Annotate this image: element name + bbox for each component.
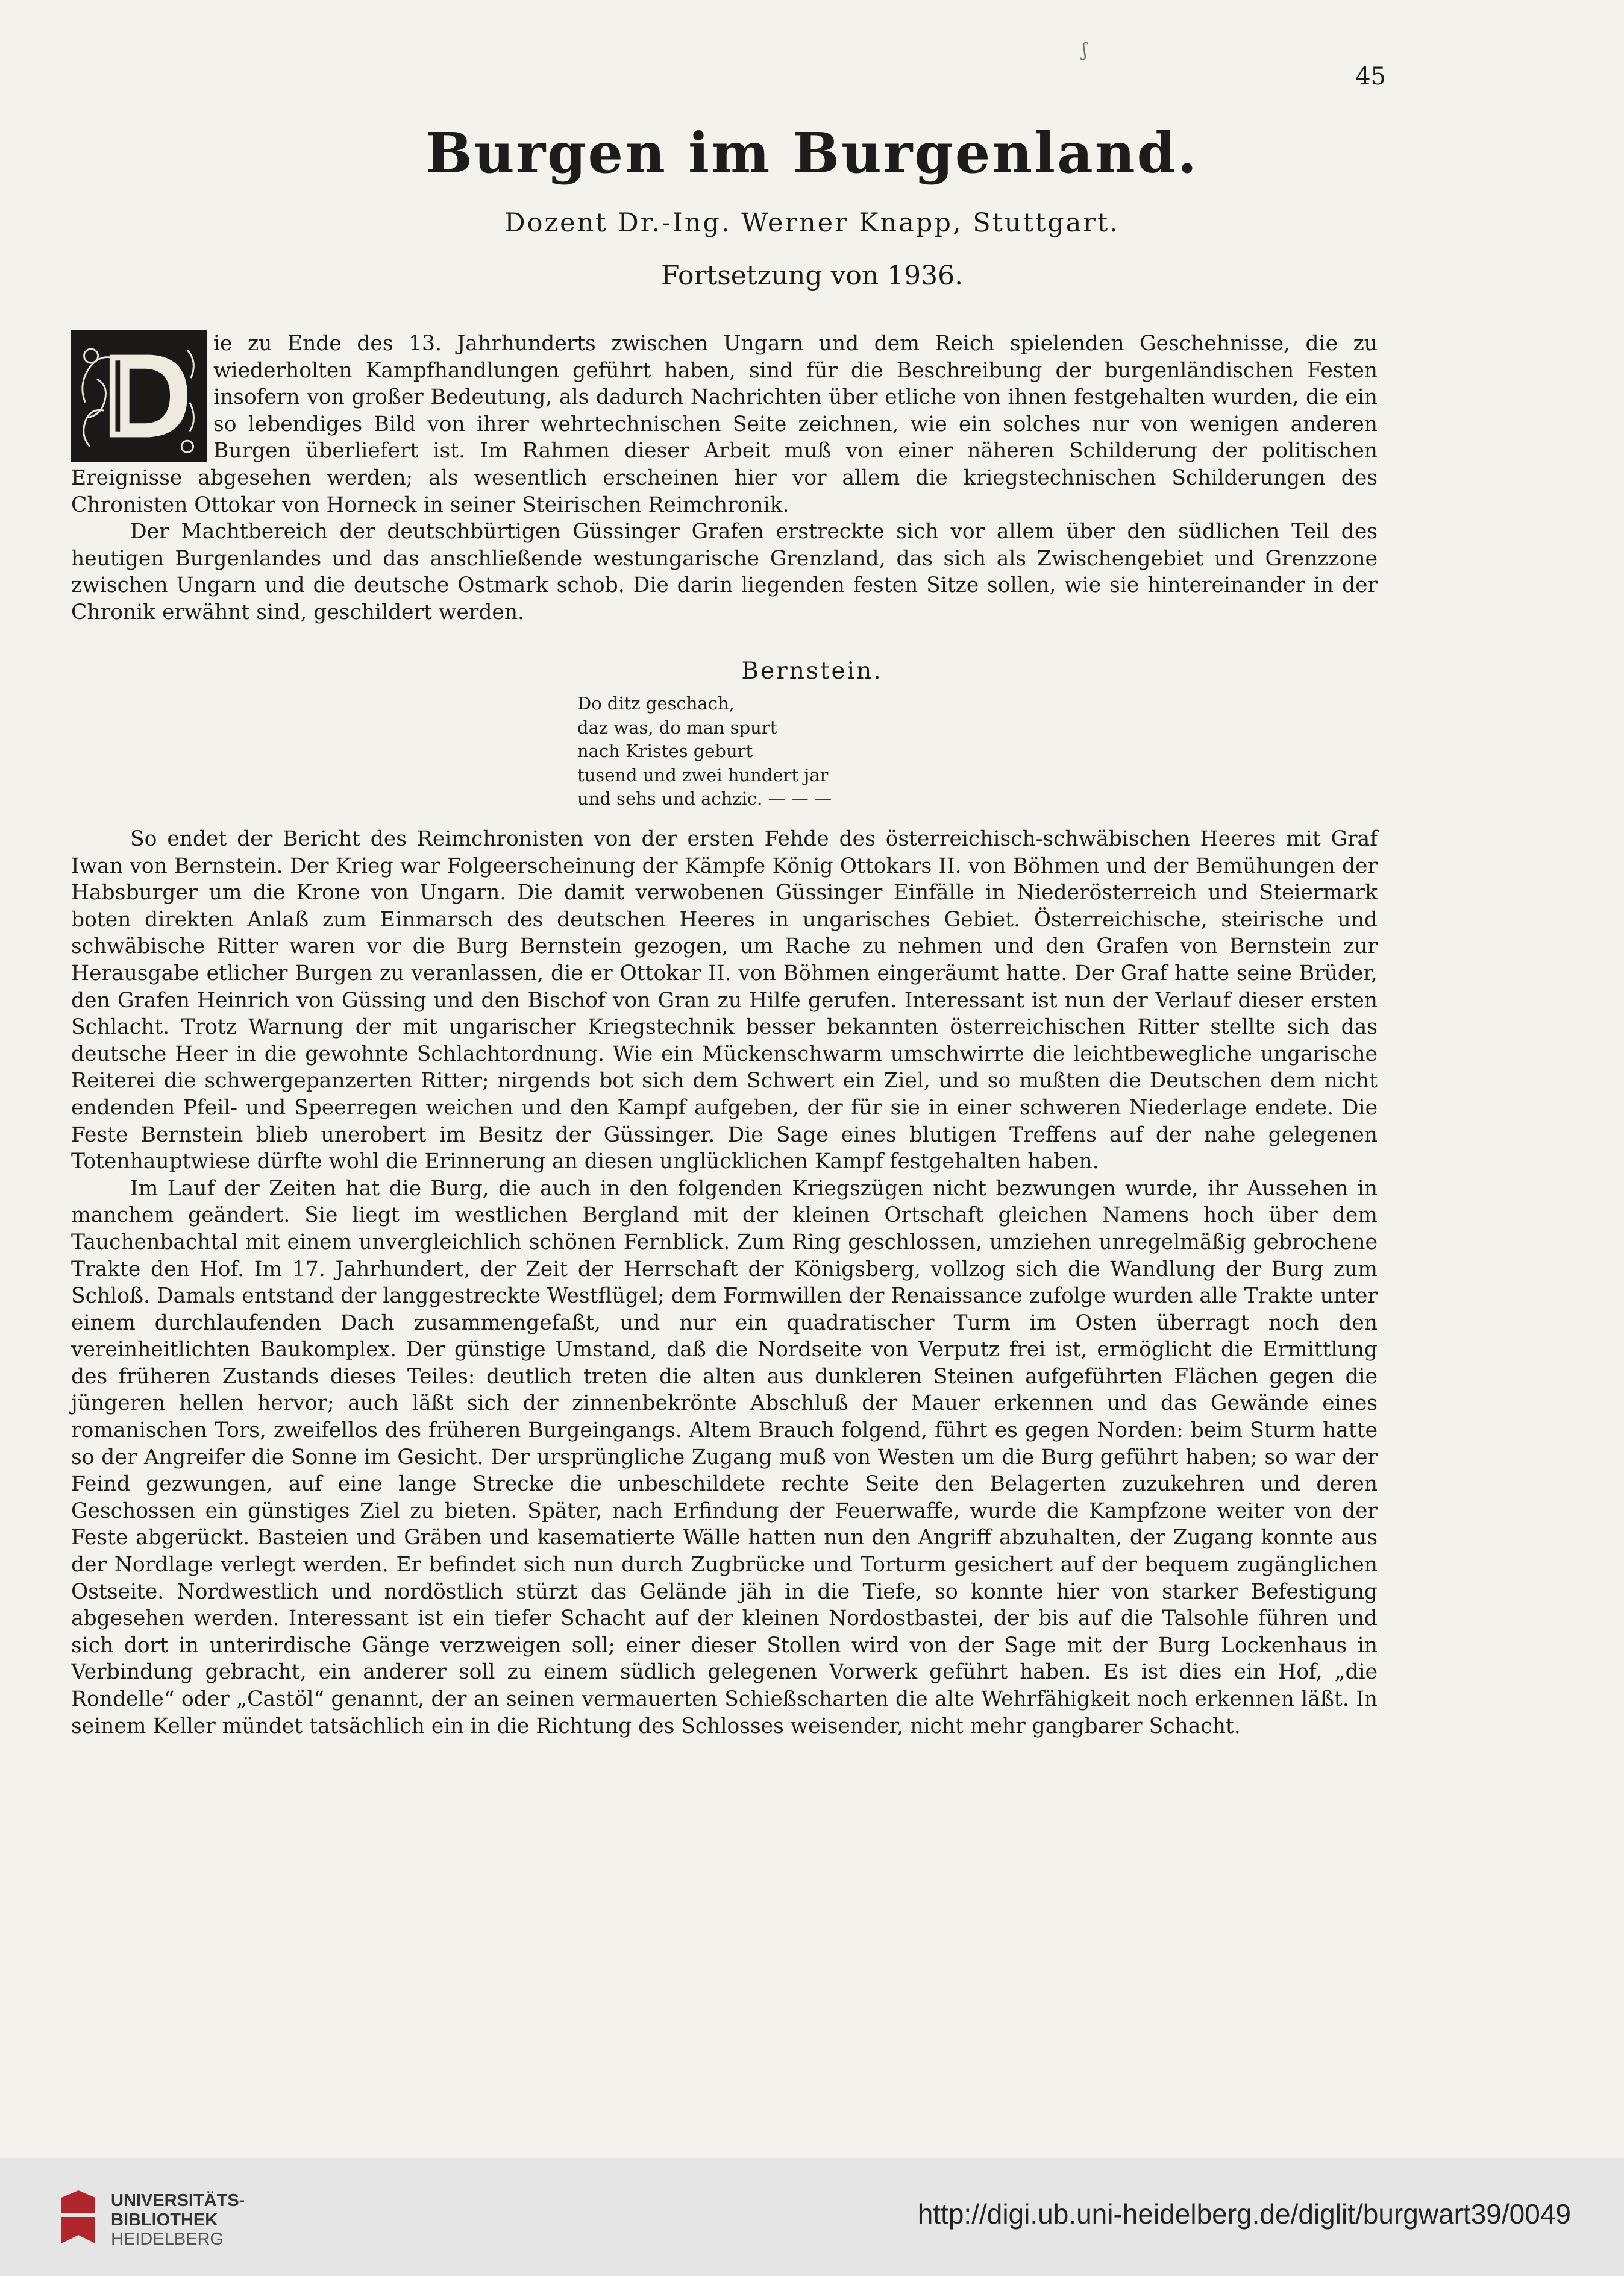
intro-text [71,330,1378,626]
poem-line: nach Kristes geburt [577,741,753,761]
university-library-logo-icon[interactable] [58,2189,99,2245]
poem-quote [577,692,832,811]
poem-line: tusend und zwei hundert jar [577,764,829,785]
poem-line: Do ditz geschach, [577,693,735,714]
paragraph-2: Im Lauf der Zeiten hat die Burg, die auch in den folgenden Kriegszügen nicht bezwungen wurde, ihr Aussehen in manchem geändert. Sie liegt im westlichen Bergland mit der kleinen Ortschaft gleichen Namens hoch über dem Tauchenbachtal mit einem unvergleichlich schönen Fernblick. Zum Ring geschlossen, umziehen unregelmäßig gebrochene Trakte den Hof. Im 17. Jahrhundert, der Zeit der Herrschaft der Königsberg, vollzog sich die Wandlung der Burg zum Schloß. Damals entstand der langgestreckte Westflügel; dem Formwillen der Renaissance zufolge wurden alle Trakte unter einem durchlaufenden Dach zusammengefaßt, und nur ein quadratischer Turm im Osten überragt noch den vereinheitlichten Baukomplex. Der günstige Umstand, daß die Nordseite von Verputz frei ist, ermöglicht die Ermittlung des früheren Zustands dieses Teiles: deutlich treten die alten aus dunkleren Steinen aufgeführten Flächen gegen die jüngeren hellen hervor; auch läßt sich der zinnenbekrönte Abschluß der Mauer erkennen und das Gewände eines romanischen Tors, zweifellos des früheren Burgeingangs. Altem Brauch folgend, führt es gegen Norden: beim Sturm hatte so der Angreifer die Sonne im Gesicht. Der ursprüngliche Zugang muß von Westen um die Burg geführt haben; so war der Feind gezwungen, auf eine lange Strecke die unbeschildete rechte Seite den Belagerten zuzukehren und deren Geschossen ein günstiges Ziel zu bieten. Später, nach Erfindung der Feuerwaffe, wurde die Kampfzone weiter von der Feste abgerückt. Basteien und Gräben und kasematierte Wälle hatten nun den Angriff abzuhalten, der Zugang konnte aus der Nordlage verlegt werden. Er befindet sich nun durch Zugbrücke und Torturm gesichert auf der bequem zugänglichen Ostseite. Nordwestlich und nordöstlich stürzt das Gelände jäh in die Tiefe, so konnte hier von starker Befestigung abgesehen werden. Interessant ist ein tiefer Schacht auf der kleinen Nordostbastei, der bis auf die Talsohle führen und sich dort in unterirdische Gänge verzweigen soll; einer dieser Stollen wird von der Sage mit der Burg Lockenhaus in Verbindung gebracht, ein anderer soll zu einem südlich gelegenen Vorwerk geführt haben. Es ist dies ein Hof, „die Rondelle“ oder „Castöl“ genannt, der an seinen vermauerten Schießscharten die alte Wehrfähigkeit noch erkennen läßt. In seinem Keller mündet tatsächlich ein in die Richtung des Schlosses weisender, nicht mehr gangbarer Schacht. [71,1176,1378,1738]
library-name[interactable] [111,2191,245,2249]
intro-paragraph-1: ie zu Ende des 13. Jahrhunderts zwischen Ungarn und dem Reich spielenden Geschehnisse, die zu wiederholten Kampfhandlungen geführt haben, sind für die Beschreibung der burgenländischen Festen insofern von großer Bedeutung, als dadurch Nachrichten über etliche von ihnen festgehalten wurden, die ein so lebendiges Bild von ihrer wehrtechnischen Seite zeichnen, wie ein solches nur von wenigen anderen Burgen überliefert ist. Im Rahmen dieser Arbeit muß von einer näheren Schilderung der politischen Ereignisse abgesehen werden; als wesentlich erscheinen hier vor allem die kriegstechnischen Schilderungen des Chronisten Ottokar von Horneck in seiner Steirischen Reimchronik. [71,332,1378,517]
paragraph-1: So endet der Bericht des Reimchronisten von der ersten Fehde des österreichisch-schwäbischen Heeres mit Graf Iwan von Bernstein. Der Krieg war Folgeerscheinung der Kämpfe König Ottokars II. von Böhmen und der Bemühungen der Habsburger um die Krone von Ungarn. Die damit verwobenen Güssinger Einfälle in Niederösterreich und Steiermark boten direkten Anlaß zum Einmarsch des deutschen Heeres in ungarisches Gebiet. Österreichische, steirische und schwäbische Ritter waren vor die Burg Bernstein gezogen, um Rache zu nehmen und den Grafen von Bernstein zur Herausgabe etlicher Burgen zu veranlassen, die er Ottokar II. von Böhmen eingeräumt hatte. Der Graf hatte seine Brüder, den Grafen Heinrich von Güssing und den Bischof von Gran zu Hilfe gerufen. Interessant ist nun der Verlauf dieser ersten Schlacht. Trotz Warnung der mit ungarischer Kriegstechnik besser bekannten österreichischen Ritter stellte sich das deutsche Heer in die gewohnte Schlachtordnung. Wie ein Mückenschwarm umschwirrte die leichtbewegliche ungarische Reiterei die schwergepanzerten Ritter; nirgends bot sich dem Schwert ein Ziel, und so mußten die Deutschen dem nicht endenden Pfeil- und Speerregen weichen und den Kampf aufgeben, der für sie in einer schweren Niederlage endete. Die Feste Bernstein blieb unerobert im Besitz der Güssinger. Die Sage eines blutigen Treffens auf der nahe gelegenen Totenhauptwiese dürfte wohl die Erinnerung an diesen unglücklichen Kampf festgehalten haben. [71,827,1378,1174]
main-text [71,826,1378,1740]
poem-line: und sehs und achzic. — — — [577,788,832,809]
library-name-line: HEIDELBERG [111,2230,224,2249]
article-title: Burgen im Burgenland. [425,121,1199,186]
library-name-line: BIBLIOTHEK [111,2210,218,2230]
ornamental-initial-icon [71,330,207,462]
page-number: 45 [1355,63,1386,90]
stray-mark: ʃ [1082,40,1088,61]
section-title-bernstein: Bernstein. [741,658,883,685]
author-line: Dozent Dr.-Ing. Werner Knapp, Stuttgart. [504,208,1120,238]
library-name-line: UNIVERSITÄTS- [111,2191,245,2210]
intro-paragraph-2: Der Machtbereich der deutschbürtigen Güssinger Grafen erstreckte sich vor allem über den südlichen Teil des heutigen Burgenlandes und das anschließende westungarische Grenzland, das sich als Zwischengebiet und Grenzzone zwischen Ungarn und die deutsche Ostmark schob. Die darin liegenden festen Sitze sollen, wie sie hintereinander in der Chronik erwähnt sind, geschildert werden. [71,520,1378,624]
source-url-link[interactable]: http://digi.ub.uni-heidelberg.de/diglit/burgwart39/0049 [917,2198,1571,2230]
poem-line: daz was, do man spurt [577,717,777,738]
continuation-note: Fortsetzung von 1936. [660,260,964,291]
